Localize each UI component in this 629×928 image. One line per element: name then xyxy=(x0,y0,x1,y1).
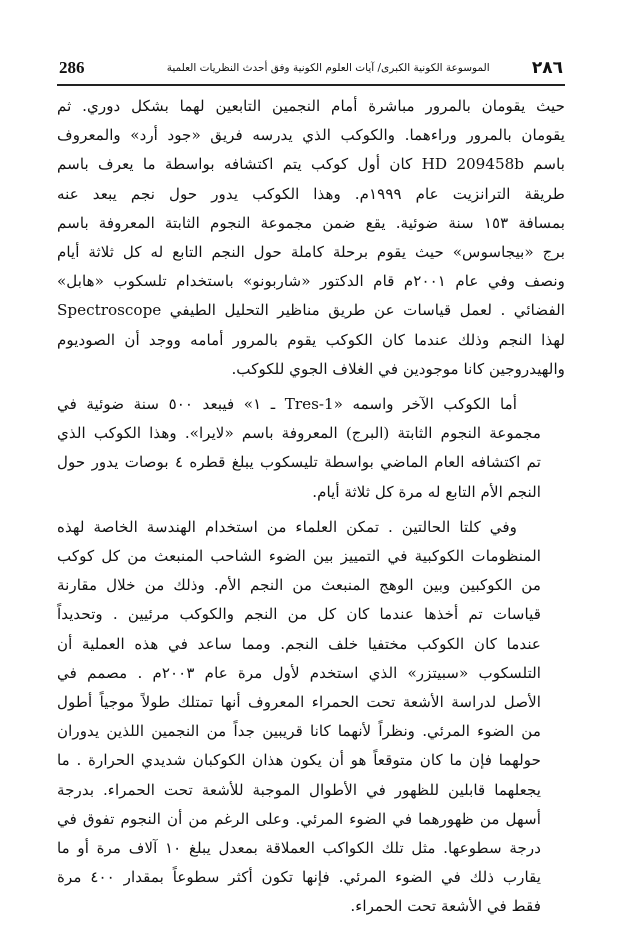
text-line: يقومان بالمرور وراءهما. والكوكب الذي يدرسه فريق «جود أرد» والمعروف xyxy=(57,126,565,145)
text-line: بمسافة ١٥٣ سنة ضوئية. يقع ضمن مجموعة النجوم الثابتة المعروفة باسم xyxy=(57,213,565,232)
text-line: برج «بيجاسوس» حيث يقوم برحلة كاملة حول النجم التابع له كل ثلاثة أيام xyxy=(57,243,565,262)
text-line: التلسكوب «سبيتزر» الذي استخدم لأول مرة عام ٢٠٠٣م . مصمم في xyxy=(57,663,541,682)
book-page xyxy=(57,52,565,928)
text-line: لهذا النجم وذلك عندما كان الكوكب يقوم بالمرور أمامه ووجد أن الصوديوم xyxy=(57,330,565,349)
text-line: تم اكتشافه العام الماضي بواسطة تليسكوب يبلغ قطره ٤ بوصات يدور حول xyxy=(57,453,541,472)
text-line: قياسات تم أخذها عندما كان كل من النجم والكوكب مرئيين . وتحديداً xyxy=(57,605,541,624)
text-line: عندما كان الكوكب مختفيا خلف النجم. ومما ساعد في هذه العملية أن xyxy=(57,634,541,653)
text-line: من الكوكبين وبين الوهج المنبعث من النجم الأم. وذلك من خلال مقارنة xyxy=(57,576,541,595)
text-line: درجة سطوعها. مثل تلك الكواكب العملاقة بمعدل يبلغ ١٠ آلاف مرة أو ما xyxy=(57,839,541,858)
running-title: الموسوعة الكونية الكبرى/ آيات العلوم الكونية وفق أحدث النظريات العلمية xyxy=(166,62,490,74)
page-number-latin: 286 xyxy=(59,58,85,77)
body-text xyxy=(57,92,565,922)
text-line: فقط في الأشعة تحت الحمراء. xyxy=(350,897,541,916)
running-header xyxy=(57,52,565,86)
text-line: مجموعة النجوم الثابتة (البرج) المعروفة باسم «لايرا». وهذا الكوكب الذي xyxy=(57,424,541,443)
text-line: الفضائي . لعمل قياسات عن طريق مناظير التحليل الطيفي Spectroscope xyxy=(57,301,565,320)
text-line: يجعلهما قابلين للظهور في الأطوال الموجبة للأشعة تحت الحمراء. بدرجة xyxy=(57,780,541,799)
text-line: أما الكوكب الآخر واسمه «Tres-1 ـ ١» فيبعد ٥٠٠ سنة ضوئية في xyxy=(57,395,517,414)
text-line: ونصف وفي عام ٢٠٠١م قام الدكتور «شاربونو» باستخدام تلسكوب «هابل» xyxy=(57,272,565,291)
text-line: وفي كلتا الحالتين . تمكن العلماء من استخدام الهندسة الخاصة لهذه xyxy=(57,517,517,536)
page-number-arabic: ٢٨٦ xyxy=(531,58,563,78)
text-line: من الضوء المرئي. ونظراً لأنهما كانا قريبين جداً من النجمين اللذين يدوران xyxy=(57,722,541,741)
text-line: المنظومات الكوكبية في التمييز بين الضوء الشاحب المنبعث من كل كوكب xyxy=(57,547,541,566)
paragraph-1 xyxy=(57,92,565,384)
text-line: طريقة الترانزيت عام ١٩٩٩م. وهذا الكوكب يدور حول نجم يبعد عنه xyxy=(57,184,565,203)
paragraph-2 xyxy=(57,390,565,507)
text-line: حيث يقومان بالمرور مباشرة أمام النجمين التابعين لهما بشكل دوري. ثم xyxy=(57,97,565,115)
text-line: الأصل لدراسة الأشعة تحت الحمراء المعروف أنها تمتلك طولاً موجياً أطول xyxy=(57,693,541,712)
text-line: النجم الأم التابع له مرة كل ثلاثة أيام. xyxy=(312,482,541,501)
paragraph-3 xyxy=(57,513,565,922)
text-line: والهيدروجين كانا موجودين في الغلاف الجوي للكوكب. xyxy=(231,359,565,378)
text-line: حولهما فإن ما كان متوقعاً هو أن يكون هذان الكوكبان شديدي الحرارة . ما xyxy=(57,751,541,770)
text-line: أسهل من ظهورهما في الضوء المرئي. وعلى الرغم من أن النجوم تفوق في xyxy=(57,809,541,828)
text-line: باسم HD 209458b كان أول كوكب يتم اكتشافه بواسطة ما يعرف باسم xyxy=(57,155,565,174)
text-line: يقارب ذلك في الضوء المرئي. فإنها تكون أكثر سطوعاً بمقدار ٤٠٠ مرة xyxy=(57,868,541,887)
